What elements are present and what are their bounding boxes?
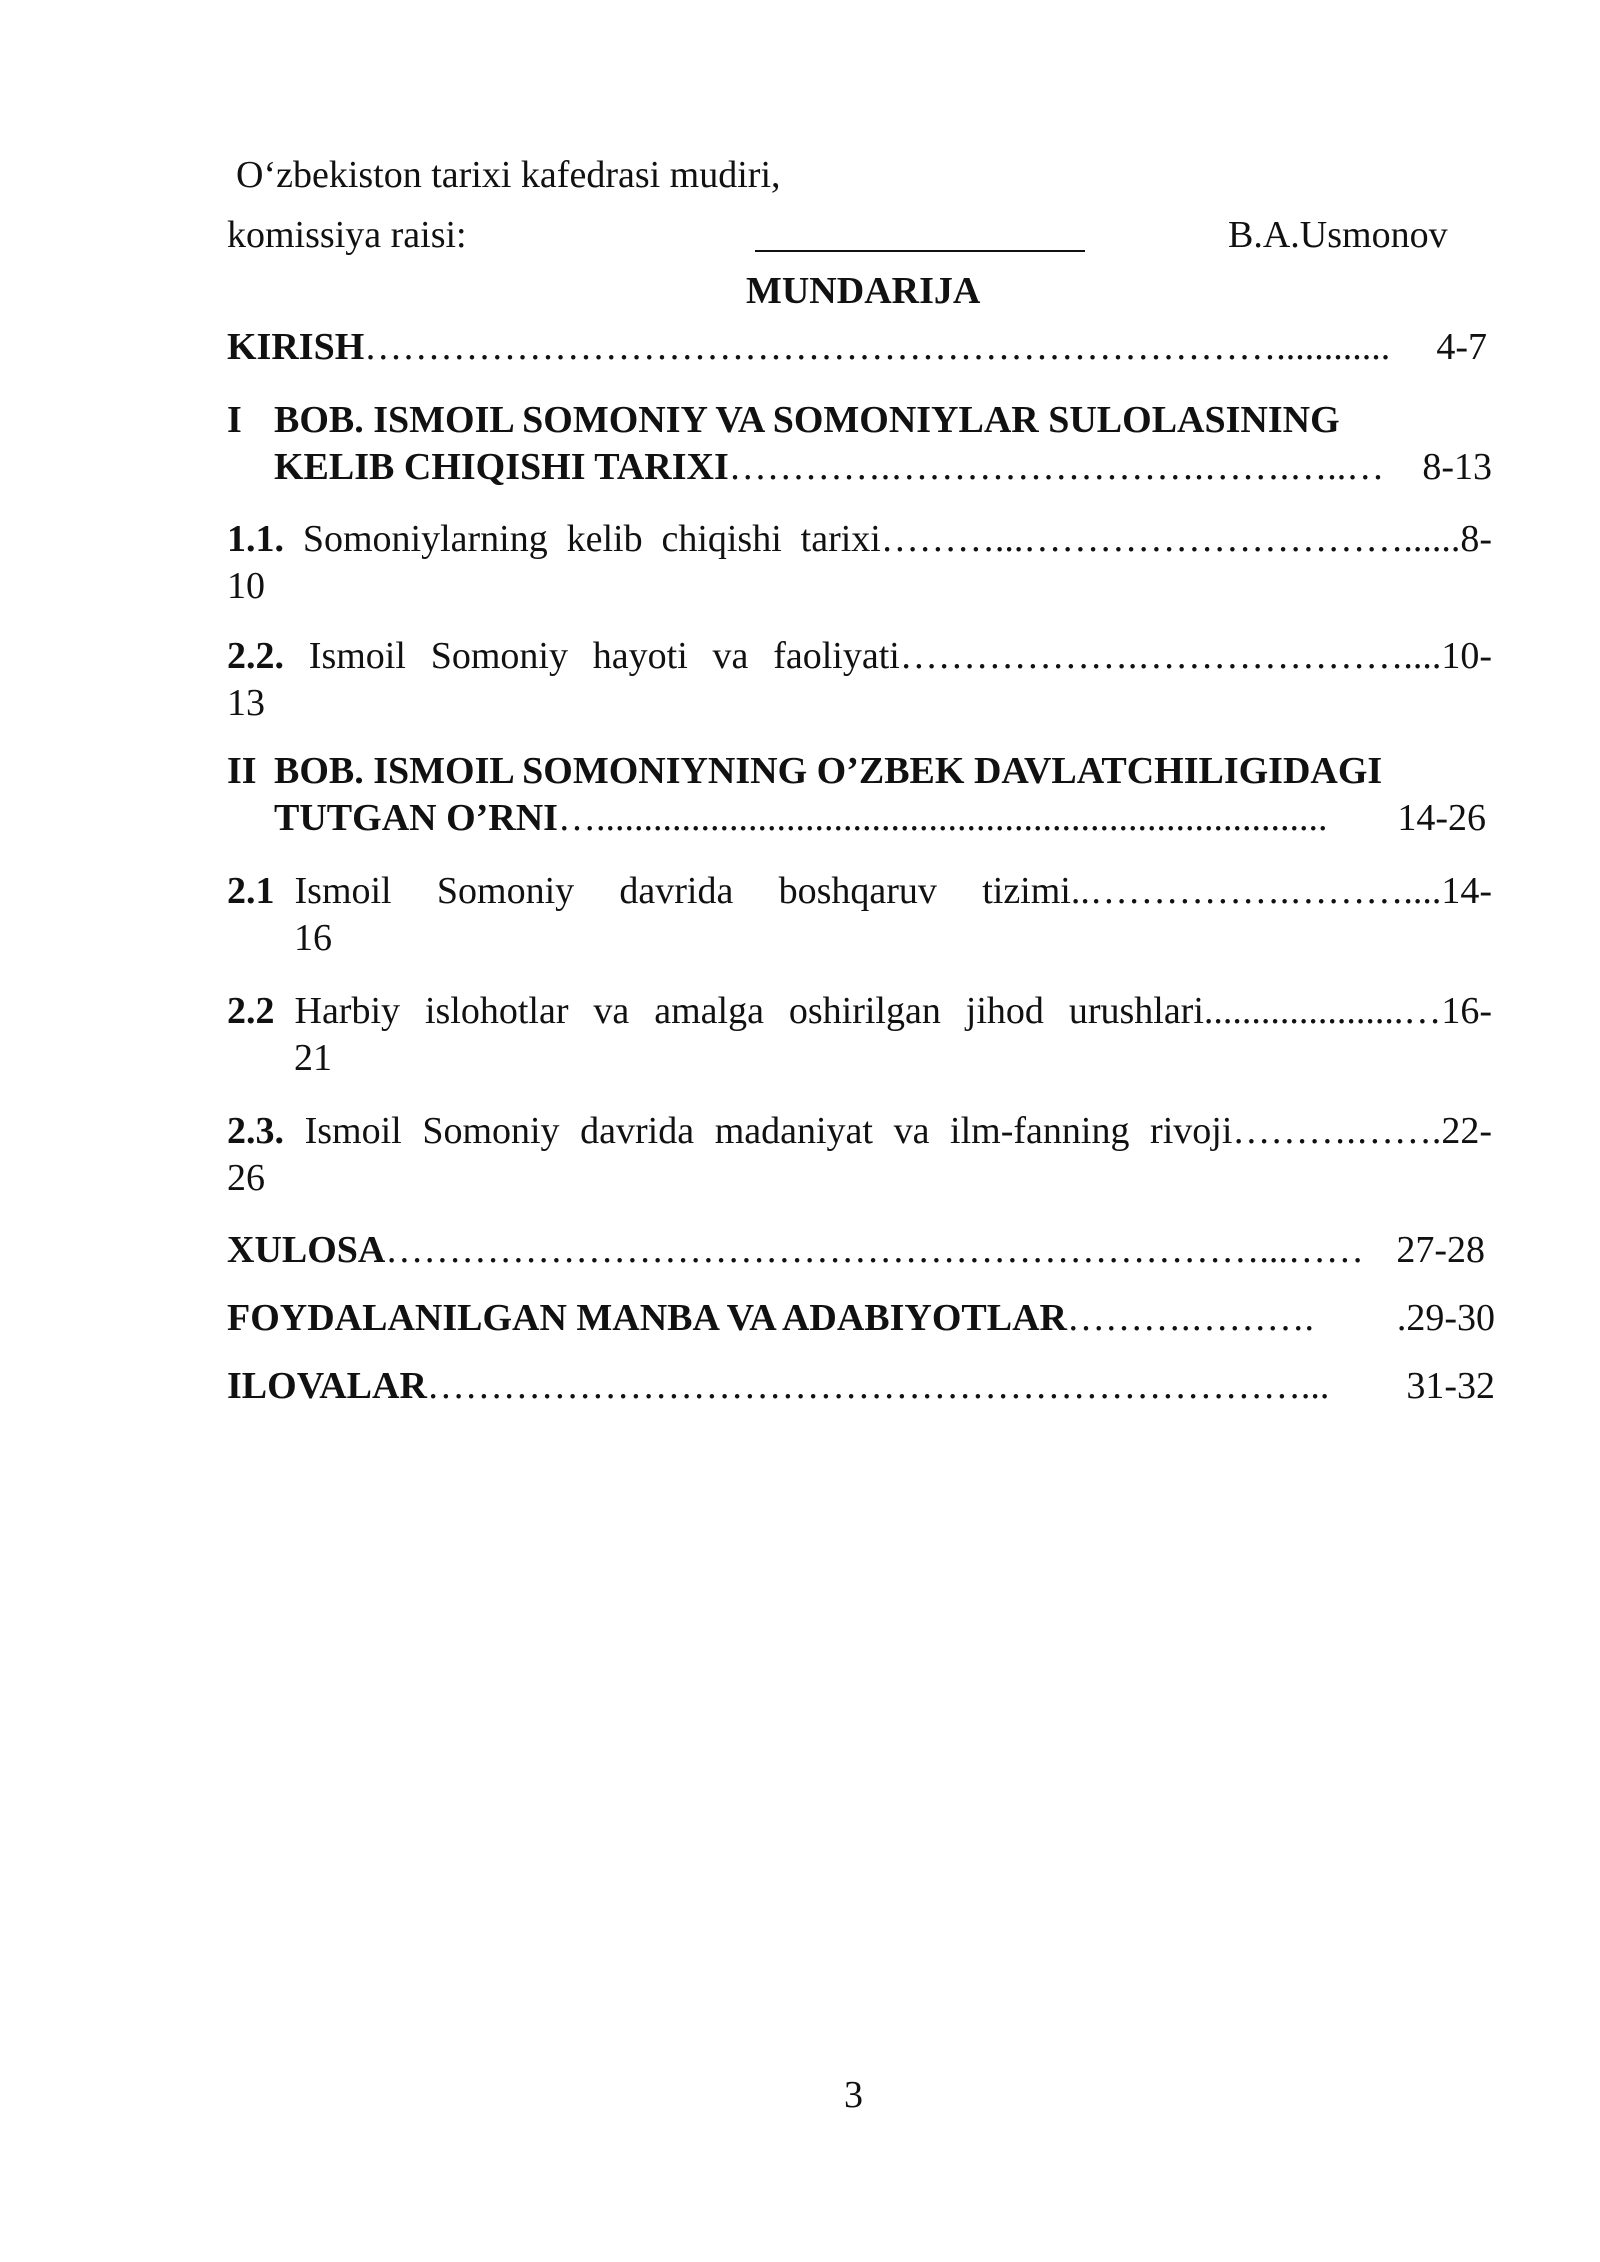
toc-leader-dots: ……….………. <box>1067 1297 1314 1339</box>
section-word: Ismoil <box>308 635 406 677</box>
toc-entry-conclusion <box>227 1227 1485 1275</box>
toc-entry-chapter-2 <box>274 795 1486 843</box>
signature-name: B.A.Usmonov <box>1228 214 1448 256</box>
toc-entry-pages-continued: 16 <box>294 917 332 959</box>
section-number: 2.3. <box>227 1110 284 1152</box>
section-word: Ismoil <box>294 870 392 912</box>
toc-leader-dots: ……………………………………………………………...…… <box>385 1229 1364 1271</box>
toc-entry-pages: 14-26 <box>1397 797 1486 839</box>
toc-entry-2-3 <box>227 1108 1492 1156</box>
toc-leader-dots: ……………….………………….... <box>899 635 1442 677</box>
section-word: rivoji <box>1150 1110 1233 1152</box>
section-word: va <box>712 635 749 677</box>
toc-entry-intro <box>227 324 1487 372</box>
section-word: faoliyati <box>773 635 900 677</box>
section-word: Somoniylarning <box>302 518 548 560</box>
section-word: Somoniy <box>430 635 568 677</box>
section-word: jihod <box>965 990 1044 1032</box>
section-word: Ismoil <box>304 1110 402 1152</box>
section-word: davrida <box>619 870 734 912</box>
toc-entry-label: XULOSA <box>227 1229 386 1271</box>
chapter-number: I <box>227 399 242 441</box>
toc-entry-pages-continued: 21 <box>294 1037 332 1079</box>
toc-entry-2-2 <box>227 633 1492 681</box>
toc-entry-pages: 16- <box>1441 990 1493 1032</box>
toc-entry-2-2-military <box>227 988 1492 1036</box>
toc-entry-pages: 31-32 <box>1406 1365 1495 1407</box>
section-word: Somoniy <box>422 1110 560 1152</box>
section-word: Somoniy <box>436 870 575 912</box>
section-word: va <box>893 1110 930 1152</box>
section-word: ilm-fanning <box>950 1110 1130 1152</box>
toc-entry-pages: .29-30 <box>1396 1297 1495 1339</box>
toc-leader-dots: ………………………………………………………………............ <box>364 326 1391 368</box>
toc-leader-dots: …............................................................................. <box>557 797 1328 839</box>
toc-entry-sources <box>227 1295 1495 1343</box>
chapter-title-line1: BOB. ISMOIL SOMONIYNING O’ZBEK DAVLATCHILIGIDAGI <box>274 750 1383 792</box>
section-number: 1.1. <box>227 518 284 560</box>
chair-label: komissiya raisi: <box>227 214 467 256</box>
toc-leader-dots: ………….…………………….…….…..… <box>728 446 1385 488</box>
toc-entry-pages: 4-7 <box>1436 326 1487 368</box>
toc-entry-pages: 27-28 <box>1396 1229 1485 1271</box>
section-number: 2.2 <box>227 990 275 1032</box>
section-word: davrida <box>580 1110 695 1152</box>
section-word: tizimi <box>982 870 1071 912</box>
section-word: oshirilgan <box>788 990 941 1032</box>
section-word: boshqaruv <box>778 870 937 912</box>
toc-entry-label: FOYDALANILGAN MANBA VA ADABIYOTLAR <box>227 1297 1067 1339</box>
section-word: Harbiy <box>294 990 401 1032</box>
toc-entry-pages: 8-13 <box>1422 446 1492 488</box>
toc-title: MUNDARIJA <box>746 270 981 312</box>
chapter-title-line2: TUTGAN O’RNI <box>274 797 558 839</box>
toc-entry-pages-continued: 13 <box>227 682 265 724</box>
toc-leader-dots: ..…………….……….... <box>1070 870 1442 912</box>
toc-entry-label: ILOVALAR <box>227 1365 427 1407</box>
section-word: madaniyat <box>714 1110 873 1152</box>
section-word: va <box>593 990 630 1032</box>
section-word: amalga <box>654 990 764 1032</box>
toc-entry-2-1 <box>227 868 1492 916</box>
toc-leader-dots: .....................… <box>1203 990 1442 1032</box>
toc-entry-appendix <box>227 1363 1495 1411</box>
chapter-title-line2: KELIB CHIQISHI TARIXI <box>274 446 729 488</box>
toc-entry-pages: 22- <box>1441 1110 1493 1152</box>
section-word: urushlari <box>1068 990 1204 1032</box>
toc-leader-dots: ……….……. <box>1232 1110 1442 1152</box>
toc-entry-pages: 10- <box>1441 635 1492 677</box>
toc-entry-pages-continued: 10 <box>227 565 265 607</box>
toc-entry-pages: 8- <box>1460 518 1492 560</box>
section-word: kelib <box>566 518 643 560</box>
section-number: 2.1 <box>227 870 275 912</box>
toc-entry-1-1 <box>227 516 1492 564</box>
chapter-title-line1: BOB. ISMOIL SOMONIY VA SOMONIYLAR SULOLASINING <box>274 399 1340 441</box>
section-number: 2.2. <box>227 635 284 677</box>
toc-entry-label: KIRISH <box>227 326 365 368</box>
toc-entry-chapter-1 <box>274 444 1492 492</box>
chapter-number: II <box>227 750 257 792</box>
toc-leader-dots: ………...…………………………...... <box>880 518 1461 560</box>
section-word: islohotlar <box>424 990 569 1032</box>
section-word: tarixi <box>800 518 881 560</box>
toc-entry-pages: 14- <box>1441 870 1493 912</box>
page-number: 3 <box>844 2074 863 2116</box>
section-word: hayoti <box>592 635 688 677</box>
signature-line <box>755 250 1085 252</box>
section-word: chiqishi <box>661 518 782 560</box>
toc-leader-dots: ……………………………………………………………... <box>426 1365 1330 1407</box>
department-line: O‘zbekiston tarixi kafedrasi mudiri, <box>236 154 781 196</box>
toc-entry-pages-continued: 26 <box>227 1157 265 1199</box>
